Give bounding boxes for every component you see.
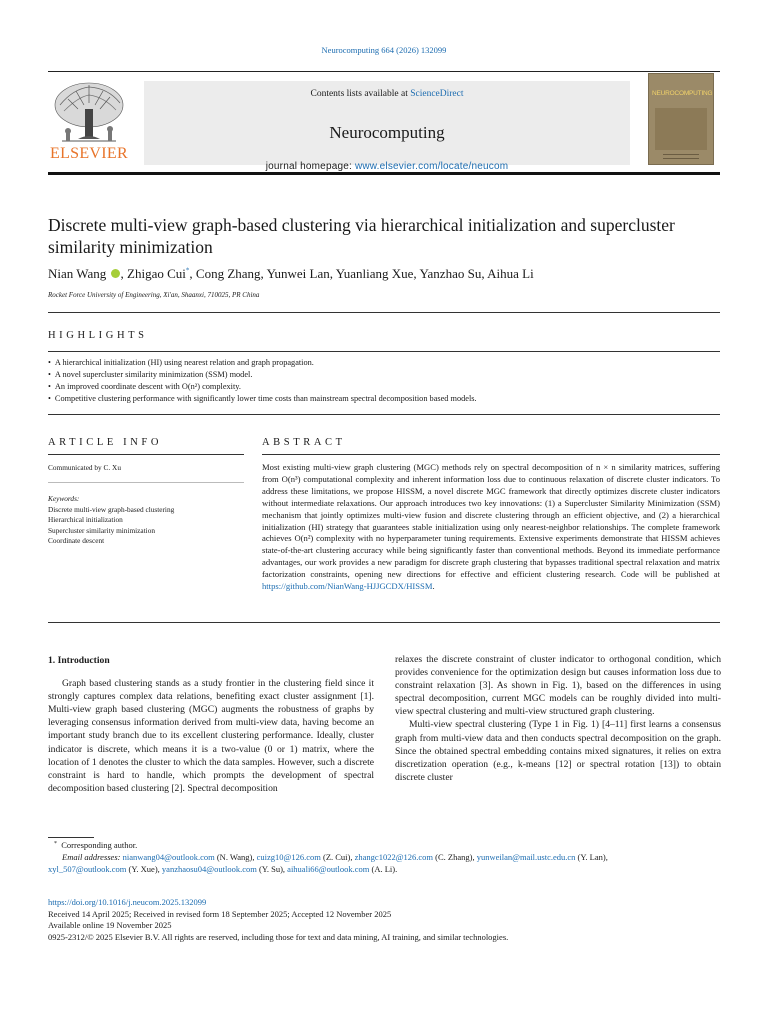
abstract-end: . bbox=[432, 581, 435, 592]
corresponding-footnote: * Corresponding author. bbox=[54, 840, 138, 850]
divider bbox=[48, 312, 720, 313]
highlights-list bbox=[48, 357, 728, 405]
corresponding-mark[interactable]: * bbox=[185, 266, 190, 275]
masthead bbox=[48, 71, 720, 175]
intro-paragraph: Multi-view spectral clustering (Type 1 in Fig. 1) [4–11] first learns a consensus graph from multi-view data and then conducts spectral decomposition on the graph. Since the obtained spectral embedding contains mixed signatures, it relies on extra discretization operation (e.g., k-means [12] or spectral rotation [13]) to obtain discrete cluster bbox=[395, 719, 721, 783]
masthead-top-rule bbox=[48, 71, 720, 72]
intro-paragraph: relaxes the discrete constraint of cluster indicator to orthogonal condition, which provides convenience for the optimization design but causes information loss due to constraint relaxation [3]. As shown in Fig. 1), based on the differences in using spectral decomposition, current MGC models can be roughly divided into multi-view spectral clustering and multi-view structured graph clustering. bbox=[395, 654, 721, 718]
highlight-item: • Competitive clustering performance with significantly lower time costs than mainstream spectral decomposition based models. bbox=[48, 393, 728, 405]
orcid-icon[interactable] bbox=[111, 269, 120, 278]
highlight-item: • A novel supercluster similarity minimization (SSM) model. bbox=[48, 369, 728, 381]
highlight-item: • A hierarchical initialization (HI) using nearest relation and graph propagation. bbox=[48, 357, 728, 369]
email-owner: (Y. Lan), bbox=[577, 852, 608, 863]
section-heading-introduction: 1. Introduction bbox=[48, 655, 110, 666]
elsevier-logo[interactable] bbox=[48, 79, 130, 169]
elsevier-wordmark: ELSEVIER bbox=[50, 145, 128, 162]
article-title: Discrete multi-view graph-based clustering via hierarchical initialization and supercluster similarity minimization bbox=[48, 215, 675, 257]
divider bbox=[48, 351, 720, 352]
journal-citation-link[interactable]: Neurocomputing 664 (2026) 132099 bbox=[321, 45, 447, 55]
journal-header-box bbox=[144, 81, 630, 172]
email-link[interactable]: cuizg10@126.com bbox=[256, 852, 321, 863]
email-owner: (Y. Xue), bbox=[128, 864, 162, 875]
homepage-prefix: journal homepage: bbox=[265, 161, 355, 172]
journal-citation[interactable] bbox=[0, 45, 768, 55]
masthead-bottom-rule bbox=[48, 172, 720, 175]
author-name[interactable]: Yunwei Lan bbox=[266, 266, 330, 281]
cover-line bbox=[663, 158, 699, 159]
intro-left-column bbox=[48, 654, 374, 795]
email-link[interactable]: nianwang04@outlook.com bbox=[122, 852, 215, 863]
author-name[interactable]: Aihua Li bbox=[487, 266, 534, 281]
journal-name: Neurocomputing bbox=[329, 123, 445, 142]
online-date: Available online 19 November 2025 bbox=[48, 920, 172, 931]
intro-right-column bbox=[395, 653, 721, 784]
author-name[interactable]: Zhigao Cui bbox=[127, 266, 186, 281]
divider bbox=[48, 414, 720, 415]
email-owner: (Z. Cui), bbox=[322, 852, 355, 863]
affiliation: Rocket Force University of Engineering, Xi'an, Shaanxi, 710025, PR China bbox=[48, 291, 260, 299]
author-name[interactable]: Yuanliang Xue bbox=[335, 266, 414, 281]
cover-title: NEUROCOMPUTING bbox=[652, 90, 713, 97]
journal-homepage-link[interactable]: www.elsevier.com/locate/neucom bbox=[354, 161, 509, 172]
email-link[interactable]: xyl_507@outlook.com bbox=[48, 864, 127, 875]
email-footnote-cont bbox=[48, 863, 720, 875]
keyword: Hierarchical initialization bbox=[48, 515, 123, 524]
cover-line bbox=[663, 154, 699, 155]
highlight-item: • An improved coordinate descent with O(n²) complexity. bbox=[48, 381, 728, 393]
intro-paragraph: Graph based clustering stands as a study frontier in the clustering field since it strongly captures complex data relations, benefiting exact cluster assignment [1]. Multi-view graph based clustering (MGC) augments the robustness of graphs by leveraging consensus information derived from multi-view data, having become an important study branch due to its excellent clustering performance. Ideally, cluster indicator is discrete, which means it is a two-value (0 or 1) matrix, where the location of 1 denotes the cluster to which the data samples. However, such a discrete constraint is hard to handle, which prompts the development of spectral decomposition based clustering [2]. Spectral decomposition bbox=[48, 678, 374, 794]
email-link[interactable]: yanzhaosu04@outlook.com bbox=[161, 864, 257, 875]
corresponding-author-note: Corresponding author. bbox=[61, 840, 138, 850]
contents-prefix: Contents lists available at bbox=[310, 89, 411, 99]
abstract-text: Most existing multi-view graph clustering (MGC) methods rely on spectral decomposition of n × n similarity matrices, suffering from O(n³) computational complexity and inherent information loss due to continuous relaxation of discrete cluster indicators. To address these limitations, we propose HISSM, a novel discrete MGC framework that directly optimizes discrete cluster indicators without intermediate relaxations. Our approach introduces two key innovations: (1) a Supercluster Similarity Minimization (SSM) mechanism that jointly optimizes multi-view fusion and discrete clustering through an efficient objective, and (2) a hierarchical initialization (HI) strategy that guarantees stable initialization using only nearest-neighbor relationships. The complete framework achieves O(n²) complexity with no hyperparameter tuning requirements. Extensive experiments demonstrate that HISSM achieves state-of-the-art clustering accuracy while being significantly faster than conventional methods. Beyond its immediate performance advantages, our work provides a new paradigm for discrete graph clustering that bypasses traditional spectral relaxation and matrix factorization constraints, opening new directions for effective and efficient clustering research. Code will be published at bbox=[262, 462, 720, 580]
email-owner: (N. Wang), bbox=[216, 852, 257, 863]
author-name[interactable]: Nian Wang bbox=[48, 266, 107, 281]
email-link[interactable]: yunweilan@mail.ustc.edu.cn bbox=[476, 852, 576, 863]
received-dates: Received 14 April 2025; Received in revised form 18 September 2025; Accepted 12 November 2025 bbox=[48, 908, 392, 919]
divider bbox=[48, 482, 244, 483]
abstract-heading: ABSTRACT bbox=[262, 437, 346, 448]
sciencedirect-link[interactable]: ScienceDirect bbox=[410, 89, 464, 99]
keyword: Discrete multi-view graph-based clustering bbox=[48, 504, 175, 514]
email-owner: (C. Zhang), bbox=[435, 852, 477, 863]
code-link[interactable]: https://github.com/NianWang-HJJGCDX/HISSM bbox=[262, 581, 433, 592]
publication-info bbox=[48, 897, 720, 943]
abstract-body bbox=[262, 462, 720, 593]
doi-link[interactable]: https://doi.org/10.1016/j.neucom.2025.132099 bbox=[48, 897, 207, 907]
copyright: 0925-2312/© 2025 Elsevier B.V. All rights are reserved, including those for text and data mining, AI training, and similar technologies. bbox=[48, 931, 509, 942]
footnotes bbox=[48, 838, 720, 876]
keywords-block bbox=[48, 494, 244, 547]
contents-line bbox=[144, 89, 630, 99]
email-footnote bbox=[48, 851, 720, 863]
author-list: Nian Wang , Zhigao Cui*, Cong Zhang, Yunwei Lan, Yuanliang Xue, Yanzhao Su, Aihua Li bbox=[48, 266, 534, 281]
email-link[interactable]: zhangc1022@126.com bbox=[354, 852, 434, 863]
author-name[interactable]: Yanzhao Su bbox=[419, 266, 482, 281]
keyword: Supercluster similarity minimization bbox=[48, 525, 156, 535]
homepage-line bbox=[144, 161, 630, 172]
email-label: Email addresses: bbox=[62, 852, 121, 863]
divider bbox=[48, 454, 244, 455]
author-name[interactable]: Cong Zhang bbox=[195, 266, 261, 281]
keywords-label: Keywords: bbox=[48, 494, 80, 503]
email-link[interactable]: aihuali66@outlook.com bbox=[287, 864, 370, 875]
keyword: Coordinate descent bbox=[48, 536, 105, 545]
email-owner: (A. Li). bbox=[371, 864, 398, 875]
article-info-heading: ARTICLE INFO bbox=[48, 437, 163, 448]
communicated-by: Communicated by C. Xu bbox=[48, 463, 121, 472]
cover-graphic bbox=[655, 108, 707, 150]
highlights-heading: HIGHLIGHTS bbox=[48, 330, 148, 341]
email-owner: (Y. Su), bbox=[258, 864, 288, 875]
elsevier-tree-icon bbox=[48, 79, 130, 149]
divider bbox=[262, 454, 720, 455]
journal-cover-image[interactable] bbox=[648, 73, 714, 165]
divider bbox=[48, 622, 720, 623]
